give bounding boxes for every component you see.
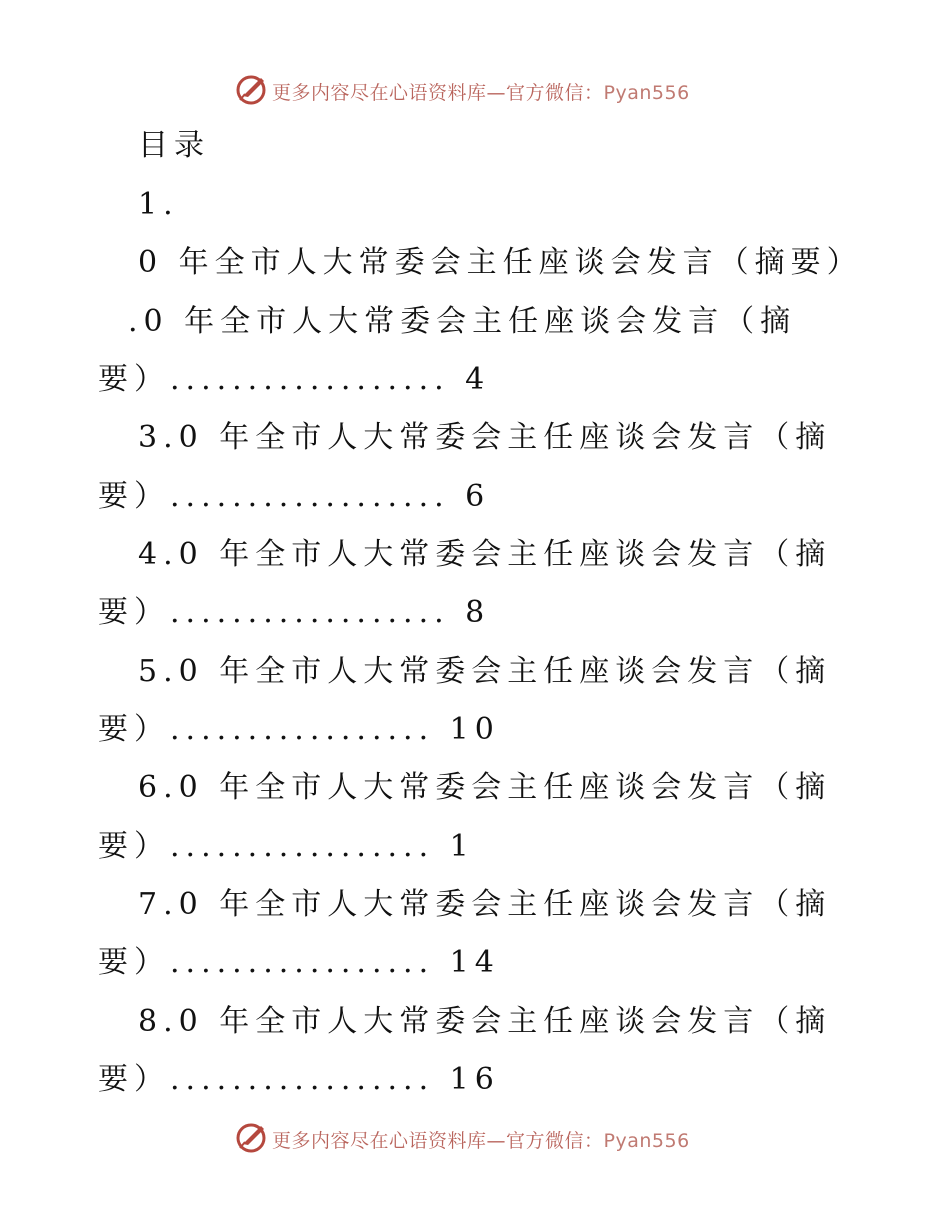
toc-line: 5.0 年全市人大常委会主任座谈会发言（摘 [138,654,832,689]
toc-line: 7.0 年全市人大常委会主任座谈会发言（摘 [138,887,832,922]
toc-line: 8.0 年全市人大常委会主任座谈会发言（摘 [138,1004,832,1039]
quill-logo-icon [234,1120,268,1154]
header-banner [0,72,950,112]
footer-banner [0,1120,950,1160]
toc-line: 要）................. 14 [98,945,500,980]
toc-line: 1. [138,187,179,222]
toc-line: 6.0 年全市人大常委会主任座谈会发言（摘 [138,770,832,805]
banner-wechat-id: Pyan556 [603,82,690,104]
toc-heading: 目录 [138,128,210,163]
toc-line: 0 年全市人大常委会主任座谈会发言（摘要） [138,245,863,280]
quill-logo-icon [234,72,268,106]
toc-line: .0 年全市人大常委会主任座谈会发言（摘 [128,304,797,339]
toc-line: 4.0 年全市人大常委会主任座谈会发言（摘 [138,537,832,572]
toc-line: 要）.................. 4 [98,362,491,397]
toc-line: 要）.................. 8 [98,595,491,630]
toc-line: 要）................. 16 [98,1062,500,1097]
banner-text [272,1126,690,1153]
toc-line: 要）.................. 6 [98,479,491,514]
toc-line: 要）................. 1 [98,829,475,864]
banner-wechat-id: Pyan556 [603,1130,690,1152]
banner-text [272,78,690,105]
toc-line: 要）................. 10 [98,712,500,747]
banner-slogan: 更多内容尽在心语资料库—官方微信： [272,82,604,104]
banner-slogan: 更多内容尽在心语资料库—官方微信： [272,1130,604,1152]
toc-line: 3.0 年全市人大常委会主任座谈会发言（摘 [138,420,832,455]
